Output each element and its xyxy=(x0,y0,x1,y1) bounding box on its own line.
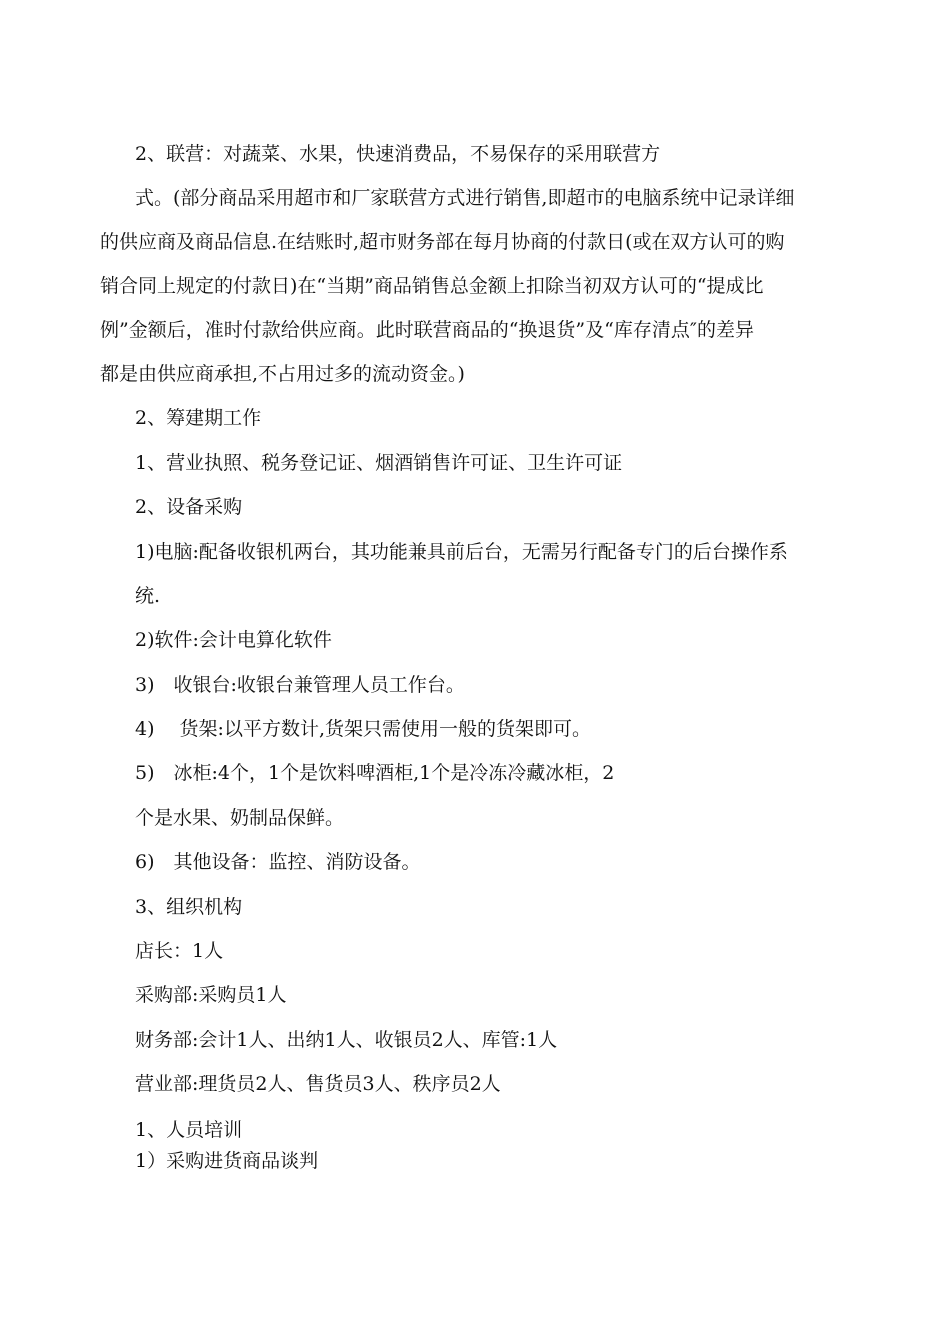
text-line: 4) 货架:以平方数计,货架只需使用一般的货架即可。 xyxy=(135,718,591,740)
text-line: 店长：1人 xyxy=(135,940,224,962)
text-line: 2、联营：对蔬菜、水果，快速消费品，不易保存的采用联营方 xyxy=(135,143,661,165)
text-line: 销合同上规定的付款日)在“当期”商品销售总金额上扣除当初双方认可的“提成比 xyxy=(100,275,764,297)
text-line: 1、营业执照、税务登记证、烟酒销售许可证、卫生许可证 xyxy=(135,452,623,474)
text-line: 3) 收银台:收银台兼管理人员工作台。 xyxy=(135,674,465,696)
text-line: 统. xyxy=(135,585,161,607)
text-line: 营业部:理货员2人、售货员3人、秩序员2人 xyxy=(135,1073,501,1095)
text-line: 1)电脑:配备收银机两台，其功能兼具前后台，无需另行配备专门的后台操作系 xyxy=(135,541,788,563)
text-line: 都是由供应商承担,不占用过多的流动资金。) xyxy=(100,363,465,385)
section-heading: 2、筹建期工作 xyxy=(135,407,262,429)
section-heading: 3、组织机构 xyxy=(135,896,243,918)
text-line: 5) 冰柜:4个，1个是饮料啤酒柜,1个是冷冻冷藏冰柜，2 xyxy=(135,762,615,784)
text-line: 2)软件:会计电算化软件 xyxy=(135,629,332,651)
text-line: 1）采购进货商品谈判 xyxy=(135,1150,319,1172)
text-line: 的供应商及商品信息.在结账时,超市财务部在每月协商的付款日(或在双方认可的购 xyxy=(100,231,785,253)
text-line: 财务部:会计1人、出纳1人、收银员2人、库管:1人 xyxy=(135,1029,558,1051)
text-line: 6) 其他设备：监控、消防设备。 xyxy=(135,851,421,873)
text-line: 采购部:采购员1人 xyxy=(135,984,287,1006)
text-line: 式。(部分商品采用超市和厂家联营方式进行销售,即超市的电脑系统中记录详细 xyxy=(135,187,795,209)
text-line: 个是水果、奶制品保鲜。 xyxy=(135,807,345,829)
section-heading: 1、人员培训 xyxy=(135,1119,243,1141)
section-heading: 2、设备采购 xyxy=(135,496,243,518)
text-line: 例”金额后，准时付款给供应商。此时联营商品的“换退货”及“库存清点″的差异 xyxy=(100,319,754,341)
